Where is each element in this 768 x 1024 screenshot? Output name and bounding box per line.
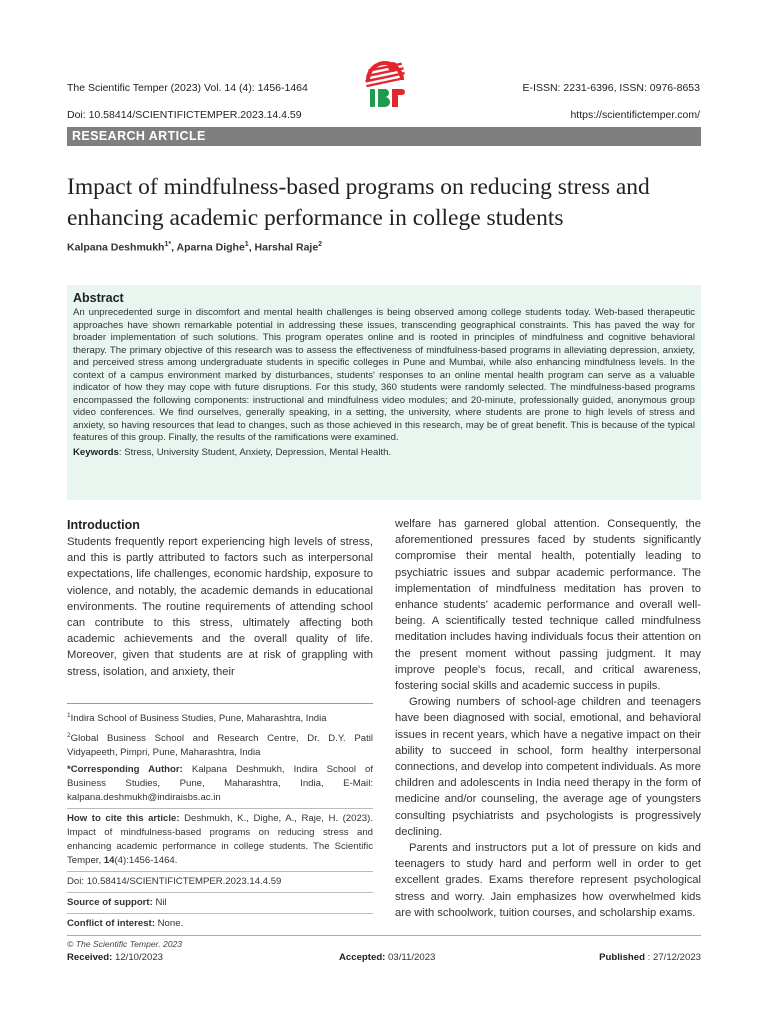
intro-paragraph-1: Students frequently report experiencing high levels of stress, and this is partly attributed to factors such as interpersonal expectations, life challenges, economic hardship, exposure to violence, and notably, the academic demands in educational environments. The routine requirements of attending school can contribute to this stress, ultimately affecting both academic achievements and the overall quality of life. Moreover, given that students are at risk of grappling with stress, isolation, and anxiety, their (67, 536, 373, 678)
affiliation-1 (67, 709, 373, 726)
received-label: Received: (67, 952, 113, 963)
conflict-value: None. (154, 918, 184, 930)
received-date (67, 952, 163, 963)
affiliation-text: Indira School of Business Studies, Pune, Maharashtra, India (70, 713, 327, 725)
affiliation-mark: 2 (67, 732, 71, 740)
abstract-text: An unprecedented surge in discomfort and mental health challenges is being observed among college students today. Web-based therapeutic approaches have shown remarkable potential in addressing these issues, transcending geographical constraints. This has paved the way for broader implementation of such solutions. This program operates online and is rooted in principles of mindfulness and cognitive behavioral therapy. The primary objective of this research was to assess the effectiveness of mindfulness-based programs in alleviating depression, anxiety, and perceived stress among undergraduate students in specific colleges in Pune and Mumbai, while also enhancing mindfulness levels. In the context of a campus environment marked by disturbances, students' responses to an online mental health program can serve as a valuable indicator of how they may cope with future disruptions. For this study, 360 students were randomly selected. The mindfulness-based programs encompassed the following components: instructional and mindfulness video modules; and 20-minute, professionally guided, anonymous group video conferences. We find ourselves, generally speaking, in a setting, the university, where students are prone to high levels of stress and anxiety, so having resources that lead to changes, such as those achieved in this research, may be of great benefit. This is because of the typical features of this group. Finally, the results of the ramifications were examined. (73, 307, 695, 443)
citation-pages: (4):1456-1464. (114, 855, 178, 867)
abstract-box (67, 285, 701, 500)
article-type-bar: RESEARCH ARTICLE (67, 127, 701, 146)
keywords (73, 447, 695, 458)
issn: E-ISSN: 2231-6396, ISSN: 0976-8653 (522, 82, 700, 94)
right-column (395, 516, 701, 921)
received-value: 12/10/2023 (112, 952, 164, 963)
author-affiliation-mark: 1* (164, 241, 172, 248)
footnote-divider (67, 703, 373, 704)
corresponding-text: Kalpana Deshmukh, Indira School of Business Studies, Pune, Maharashtra, India, E-Mail: kalpana.deshmukh@indiraisbs.ac.in (67, 764, 373, 804)
footnote-separator (67, 892, 373, 893)
support-label: Source of support: (67, 897, 153, 909)
accepted-value: 03/11/2023 (385, 952, 436, 963)
keywords-label: Keywords (73, 446, 119, 458)
footnote-separator (67, 808, 373, 809)
intro-paragraph-1-continued: welfare has garnered global attention. Consequently, the aforementioned pressures faced by students significantly compromise their mental health, potentially leading to psychiatric issues and subpar academic performance. The implementation of mindfulness meditation has proven to enhance students' academic performance and overall well-being. A scientifically tested technique called mindfulness meditation includes having individuals focus their attention on the present moment without passing judgment. It may improve people's focus, recall, and critical awareness, fostering social skills and academic success in pupils. (395, 518, 701, 693)
published-value: : 27/12/2023 (644, 952, 701, 963)
affiliation-mark: 1 (67, 712, 71, 719)
published-date (599, 952, 701, 963)
intro-paragraph-3: Parents and instructors put a lot of pressure on kids and teenagers to study hard and perform well in order to get excellent grades. Exams therefore represent psychological stress and worry. Jain emphasizes how overwhelmed kids are with schoolwork, tuition courses, and scholarship exams. (395, 842, 701, 919)
citation-label: How to cite this article: (67, 813, 180, 825)
header-doi: Doi: 10.58414/SCIENTIFICTEMPER.2023.14.4.59 (67, 109, 302, 121)
journal-logo-icon (356, 56, 414, 114)
support-value: Nil (152, 897, 167, 909)
introduction-heading: Introduction (67, 518, 140, 532)
conflict-label: Conflict of interest: (67, 918, 155, 930)
citation-volume: 14 (103, 855, 115, 867)
affiliation-2 (67, 729, 373, 760)
corresponding-author (67, 763, 373, 805)
author-affiliation-mark: 2 (318, 241, 323, 248)
published-label: Published (599, 952, 645, 963)
affiliation-text: Global Business School and Research Centre, Dr. D.Y. Patil Vidyapeeth, Pimpri, Pune, Maharashtra, India (67, 733, 373, 759)
left-column (67, 518, 373, 680)
article-title: Impact of mindfulness-based programs on reducing stress and enhancing academic performance in college students (67, 174, 650, 231)
conflict-of-interest (67, 917, 373, 931)
author-list: Kalpana Deshmukh$^{1*}$, Aparna Dighe$^1$, Harshal Raje$^2$ (67, 241, 323, 254)
footnote-doi: Doi: 10.58414/SCIENTIFICTEMPER.2023.14.4.59 (67, 876, 282, 888)
author-name: Aparna Dighe (176, 241, 245, 254)
author-affiliation-mark: 1 (244, 241, 249, 248)
footer-divider (67, 935, 701, 936)
footnotes (67, 709, 373, 934)
abstract-heading: Abstract (73, 291, 124, 305)
keywords-list: : Stress, University Student, Anxiety, Depression, Mental Health. (118, 446, 392, 458)
citation (67, 812, 373, 868)
footnote-separator (67, 871, 373, 872)
citation-text: Deshmukh, K., Dighe, A., Raje, H. (2023). Impact of mindfulness-based programs on reducing stress and enhancing academic performance in college students. The Scientific Temper, (67, 813, 373, 867)
footnote-separator (67, 913, 373, 914)
author-name: Harshal Raje (254, 241, 319, 254)
source-of-support (67, 896, 373, 910)
accepted-date (339, 952, 435, 963)
copyright: © The Scientific Temper. 2023 (67, 939, 183, 949)
journal-url[interactable]: https://scientifictemper.com/ (570, 109, 700, 121)
accepted-label: Accepted: (339, 952, 386, 963)
author-name: Kalpana Deshmukh (67, 241, 165, 254)
journal-citation: The Scientific Temper (2023) Vol. 14 (4): 1456-1464 (67, 82, 308, 94)
intro-paragraph-2: Growing numbers of school-age children and teenagers have been diagnosed with social, emotional, and behavioral issues in recent years, which have a negative impact on their ability to succeed in school, form healthy interpersonal connections, and develop into competent individuals. As more children and adolescents in India need therapy in the form of medicine and/or counseling, the average age of youngsters consulting psychiatrists and psychologists is progressively declining. (395, 696, 701, 838)
corresponding-label: *Corresponding Author: (67, 764, 183, 776)
